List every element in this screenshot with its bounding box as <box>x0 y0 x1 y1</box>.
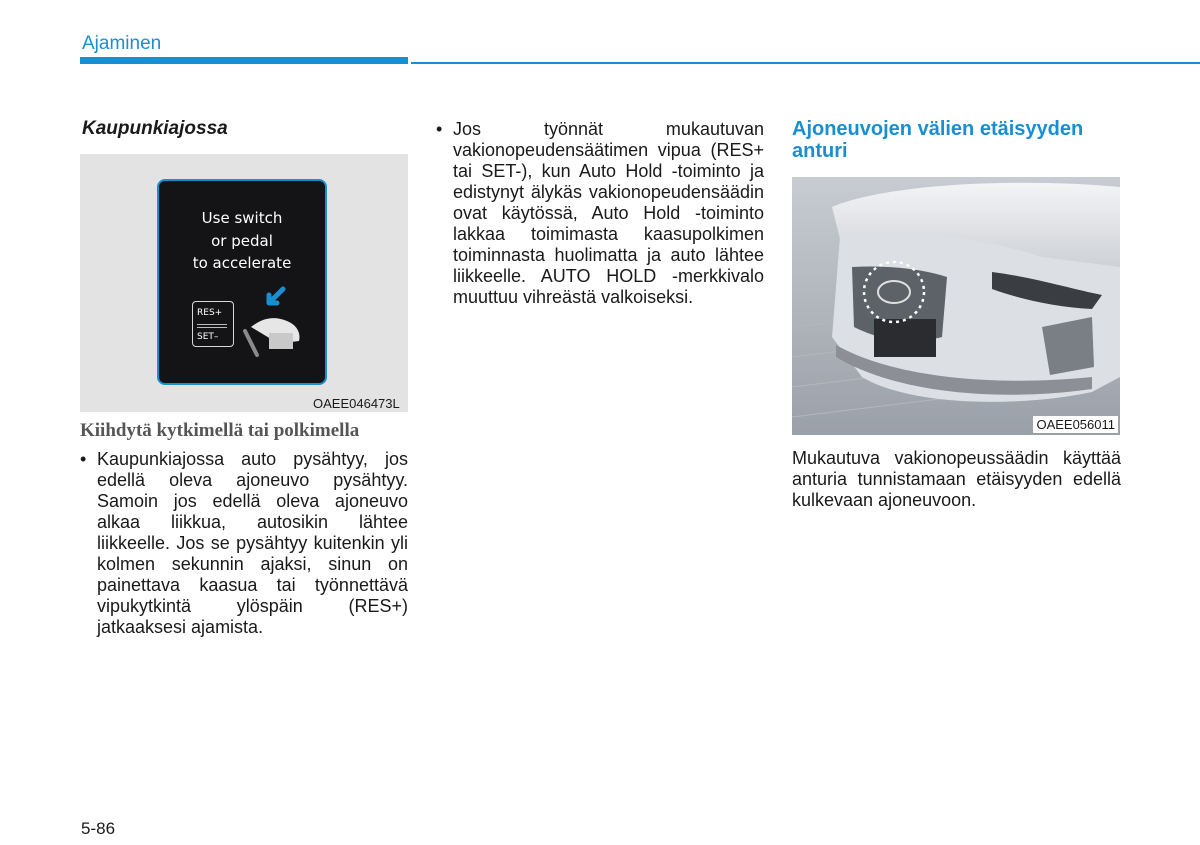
header-rule-thick <box>80 57 408 64</box>
res-set-lever-icon <box>192 301 234 347</box>
figure-front-radar <box>792 177 1120 435</box>
paragraph-city-driving: Kaupunkiajossa auto pysähtyy, jos edellä oleva ajoneuvo pysähtyy. Samoin jos edellä oleva ajoneuvo alkaa liikkua, autosikin lähtee liikkeelle. Jos se pysähtyy kuitenkin yli kolmen sekunnin ajaksi, sinun on painettava kaasua tai työnnettävä vipukytkintä ylöspäin (RES+) jatkaaksesi ajamista. <box>97 449 408 637</box>
figure-code-right: OAEE056011 <box>1033 416 1118 433</box>
subheading-city-driving: Kaupunkiajossa <box>82 118 228 139</box>
section-title: Ajaminen <box>82 33 162 54</box>
figure-cluster-message <box>80 154 408 412</box>
display-line-3: to accelerate <box>192 254 292 272</box>
paragraph-sensor: Mukautuva vakionopeussäädin käyttää anturia tunnistamaan etäisyyden edellä kulkevaan ajoneuvoon. <box>792 448 1121 510</box>
page-number: 5-86 <box>81 819 116 838</box>
bullet-marker: • <box>436 119 443 139</box>
heading-distance-sensor: Ajoneuvojen välien etäisyyden anturi <box>792 118 1084 162</box>
display-line-2: or pedal <box>211 232 273 250</box>
lever-set-label: SET– <box>197 332 219 342</box>
heading-accelerate: Kiihdytä kytkimellä tai polkimella <box>80 420 360 441</box>
lever-res-label: RES+ <box>197 308 223 318</box>
display-line-1: Use switch <box>201 209 283 227</box>
header-rule-thin <box>411 62 1200 64</box>
car-front-image <box>792 177 1120 435</box>
cluster-display <box>157 179 327 385</box>
bullet-marker: • <box>80 449 87 469</box>
paragraph-auto-hold: Jos työnnät mukautuvan vakionopeudensäätimen vipua (RES+ tai SET-), kun Auto Hold -toiminto ja edistynyt älykäs vakionopeudensäädin ovat käytössä, Auto Hold -toiminto lakkaa toimimasta kaasupolkimen toiminnasta huolimatta ja auto lähtee liikkeelle. AUTO HOLD -merkkivalo muuttuu vihreästä valkoiseksi. <box>453 119 764 307</box>
figure-code-left: OAEE046473L <box>313 396 400 411</box>
pedal-foot-icon <box>243 285 309 363</box>
